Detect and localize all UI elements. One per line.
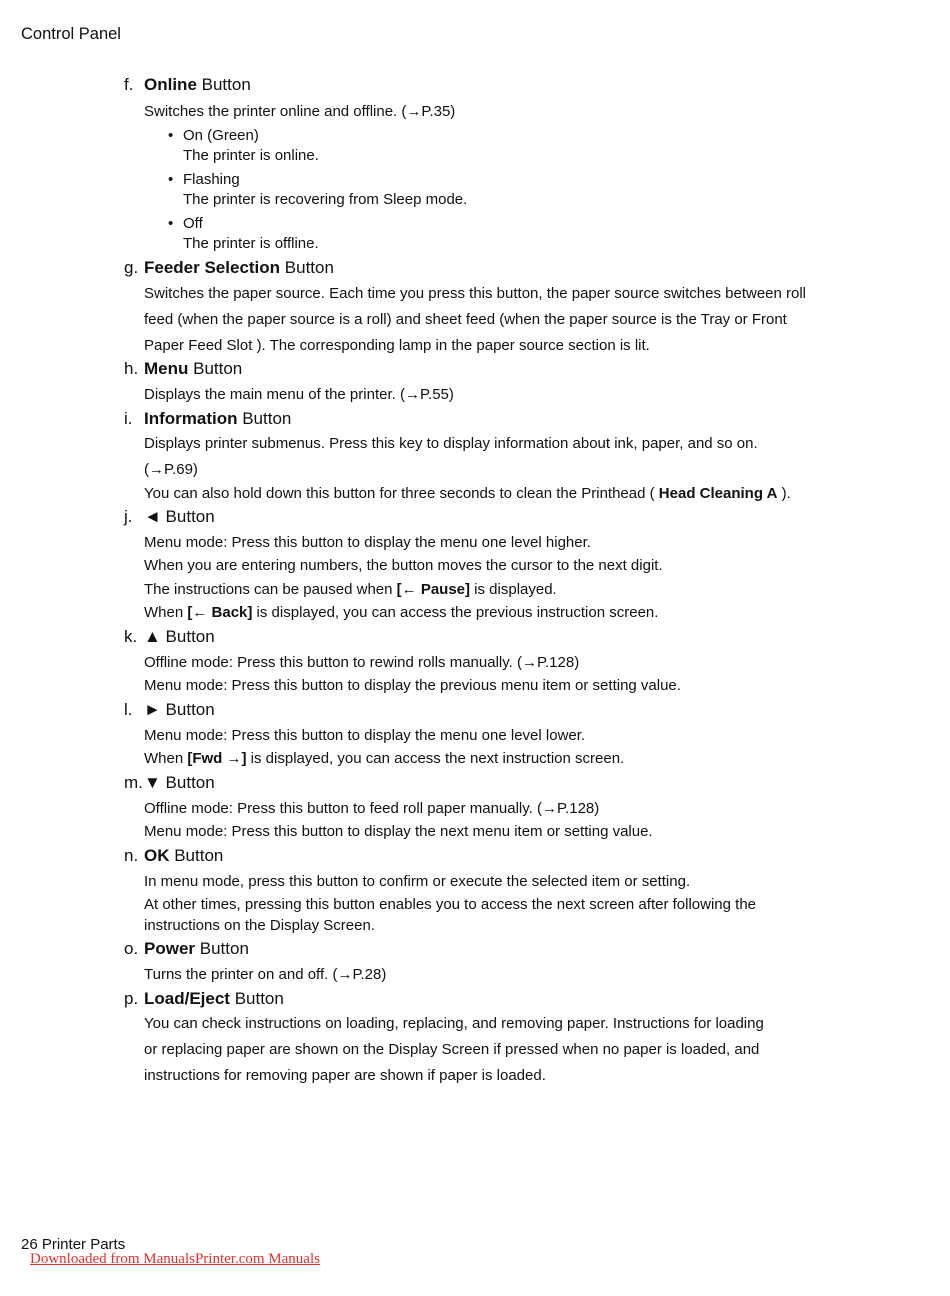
back-label: [← Back] (187, 604, 253, 621)
item-j-line-2: When you are entering numbers, the button moves the cursor to the next digit. (144, 557, 663, 574)
item-letter: g. (124, 258, 139, 277)
running-head: Control Panel (21, 25, 121, 43)
item-n-line-2: At other times, pressing this button enables you to access the next screen after following the (144, 896, 757, 913)
item-h-desc: Displays the main menu of the printer. (→P.55) (144, 386, 454, 403)
item-letter: n. (124, 846, 139, 865)
up-arrow-icon: ▲ (144, 627, 161, 646)
fwd-label: [Fwd →] (187, 750, 247, 767)
bullet-on-desc: The printer is online. (183, 147, 319, 164)
item-l-line-1: Menu mode: Press this button to display the menu one level lower. (144, 727, 586, 744)
button-name: OK (144, 846, 170, 865)
item-k-line-1: Offline mode: Press this button to rewind rolls manually. (→P.128) (144, 654, 580, 671)
item-o-desc: Turns the printer on and off. (→P.28) (144, 966, 387, 983)
button-name: Information (144, 409, 238, 428)
item-j-line-1: Menu mode: Press this button to display the menu one level higher. (144, 534, 591, 551)
item-j-line-4: When [← Back] is displayed, you can access the previous instruction screen. (144, 604, 659, 621)
item-j-heading: j. ◄ Button (124, 507, 215, 526)
button-name: Menu (144, 359, 189, 378)
down-arrow-icon: ▼ (144, 773, 161, 792)
item-l-heading: l. ► Button (124, 700, 215, 719)
item-letter: h. (124, 359, 139, 378)
item-letter: j. (124, 507, 133, 526)
button-name: Online (144, 75, 197, 94)
right-arrow-icon: ► (144, 700, 161, 719)
item-g-heading: g. Feeder Selection Button (124, 258, 334, 277)
item-letter: l. (124, 700, 133, 719)
item-i-line-3: You can also hold down this button for three seconds to clean the Printhead ( Head Cleaning A ). (144, 485, 791, 502)
item-k-line-2: Menu mode: Press this button to display the previous menu item or setting value. (144, 677, 681, 694)
item-n-line-3: instructions on the Display Screen. (144, 917, 375, 934)
head-cleaning-a-label: Head Cleaning A (658, 485, 778, 502)
left-arrow-icon: ◄ (144, 507, 161, 526)
item-n-heading: n. OK Button (124, 846, 224, 865)
item-m-line-1: Offline mode: Press this button to feed roll paper manually. (→P.128) (144, 800, 600, 817)
page-footer: 26 Printer Parts (21, 1236, 126, 1253)
download-source-link[interactable]: Downloaded from ManualsPrinter.com Manuals (30, 1251, 320, 1267)
item-m-line-2: Menu mode: Press this button to display the next menu item or setting value. (144, 823, 653, 840)
item-i-line-2: (→P.69) (144, 461, 198, 478)
item-letter: o. (124, 939, 139, 958)
button-name: Power (144, 939, 196, 958)
item-o-heading: o. Power Button (124, 939, 249, 958)
item-n-line-1: In menu mode, press this button to confirm or execute the selected item or setting. (144, 873, 691, 890)
item-letter: i. (124, 409, 133, 428)
item-p-heading: p. Load/Eject Button (124, 989, 284, 1008)
item-i-heading: i. Information Button (124, 409, 292, 428)
bullet-flashing-desc: The printer is recovering from Sleep mode. (183, 191, 468, 208)
item-letter: m. (124, 773, 143, 792)
item-letter: f. (124, 75, 134, 94)
item-i-line-1: Displays printer submenus. Press this key to display information about ink, paper, and so on. (144, 435, 758, 452)
pause-label: [← Pause] (396, 581, 471, 598)
button-name: Feeder Selection (144, 258, 281, 277)
button-name: Load/Eject (144, 989, 230, 1008)
item-l-line-2: When [Fwd →] is displayed, you can access the next instruction screen. (144, 750, 625, 767)
item-g-line-2: feed (when the paper source is a roll) and sheet feed (when the paper source is the Tray or Front (144, 311, 787, 328)
item-j-line-3: The instructions can be paused when [← Pause] is displayed. (144, 581, 557, 598)
item-g-line-1: Switches the paper source. Each time you press this button, the paper source switches between roll (144, 285, 807, 302)
item-k-heading: k. ▲ Button (124, 627, 215, 646)
item-p-line-3: instructions for removing paper are shown if paper is loaded. (144, 1067, 546, 1084)
item-m-heading: m.▼ Button (124, 773, 215, 792)
item-h-heading: h. Menu Button (124, 359, 243, 378)
item-f-heading: f. Online Button (124, 75, 251, 94)
bullet-off-desc: The printer is offline. (183, 235, 319, 252)
item-letter: k. (124, 627, 138, 646)
item-f-desc: Switches the printer online and offline. (→P.35) (144, 103, 456, 120)
item-g-line-3: Paper Feed Slot ). The corresponding lamp in the paper source section is lit. (144, 337, 650, 354)
bullet-flashing: • Flashing (168, 171, 240, 188)
bullet-on: • On (Green) (168, 127, 259, 144)
item-p-line-2: or replacing paper are shown on the Display Screen if pressed when no paper is loaded, and (144, 1041, 760, 1058)
bullet-off: • Off (168, 215, 203, 232)
item-p-line-1: You can check instructions on loading, replacing, and removing paper. Instructions for loading (144, 1015, 764, 1032)
item-letter: p. (124, 989, 139, 1008)
